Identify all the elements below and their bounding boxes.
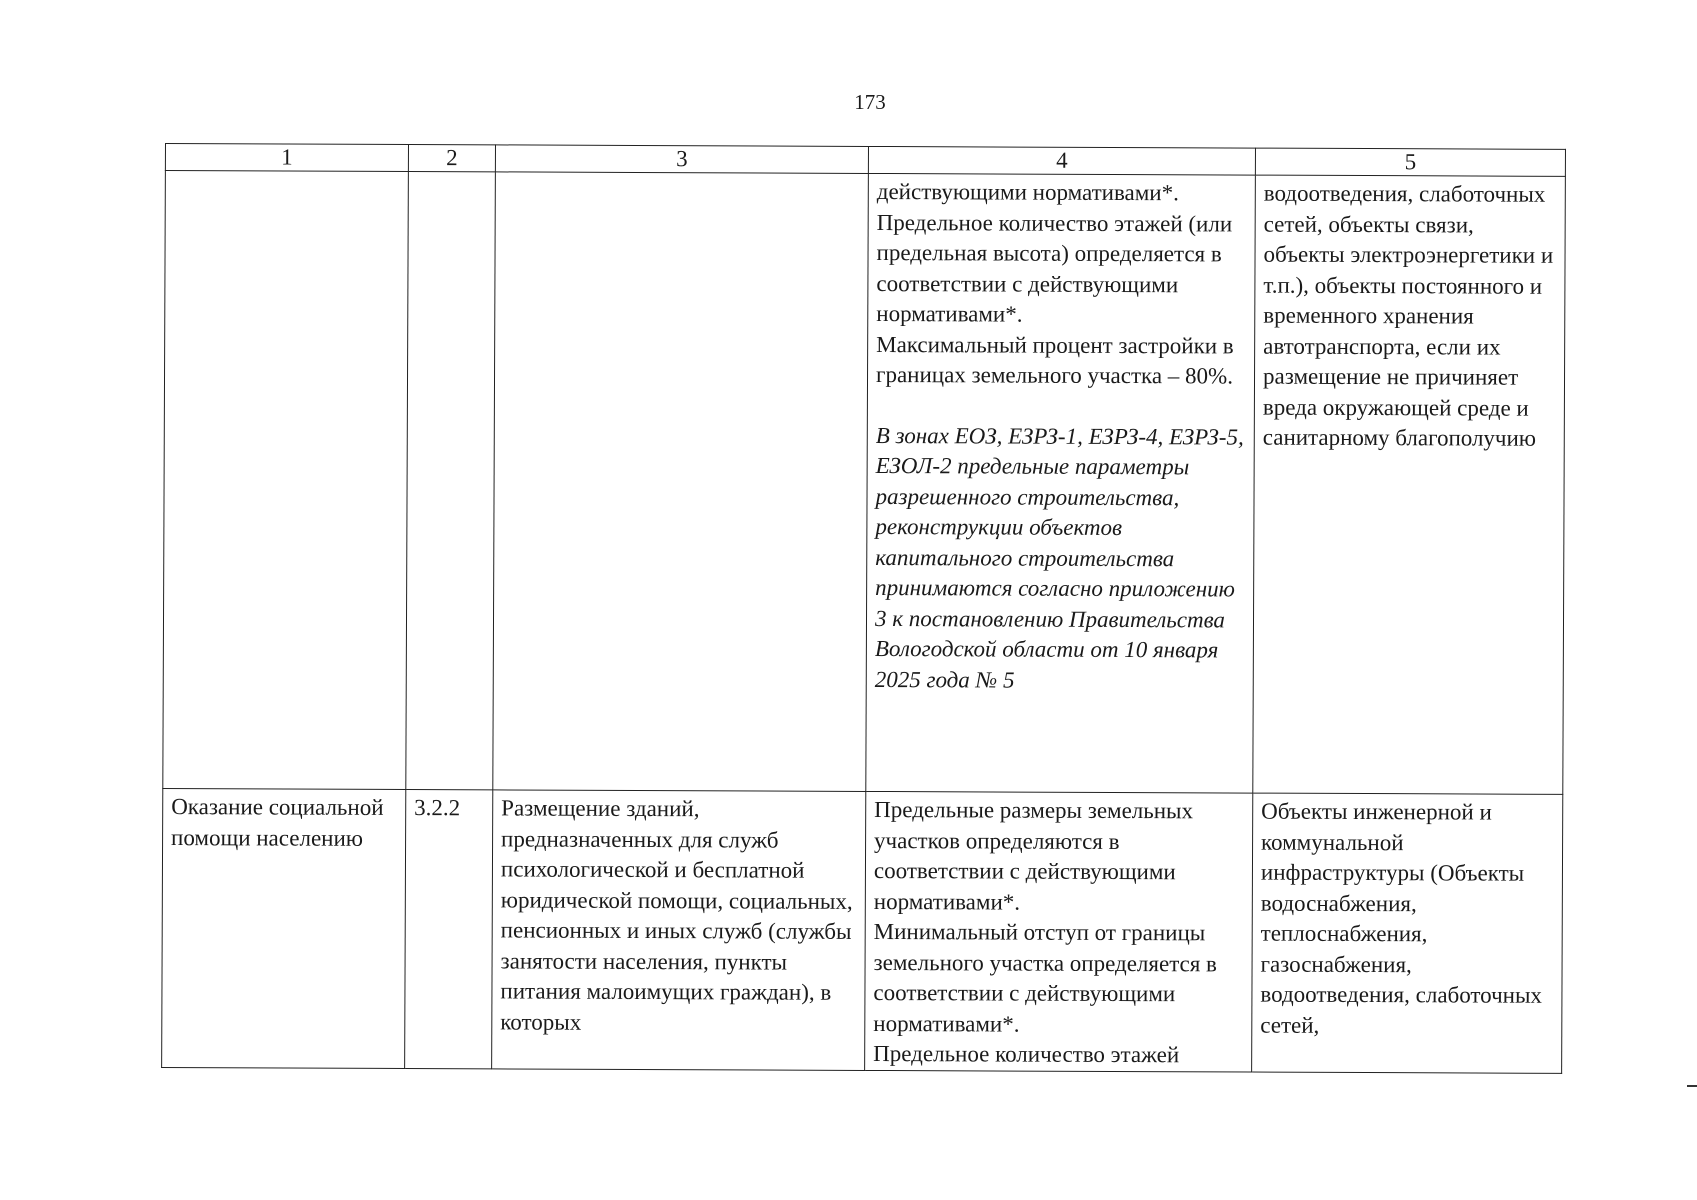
parameters-text: действующими нормативами*. Предельное количество этажей (или предельная высота) определяется в соответствии с действующими нормативами*. Максимальный процент застройки в границах земельного участка – 80%. [875,178,1234,389]
column-header-3: 3 [495,145,868,174]
page-number: 173 [854,90,886,114]
cell-use-code [406,172,496,790]
parameters-zones-note: В зонах ЕОЗ, ЕЗРЗ-1, ЕЗРЗ-4, ЕЗРЗ-5, ЕЗОЛ-2 предельные параметры разрешенного строительства, реконструкции объектов капитального строительства принимаются согласно приложению 3 к постановлению Правительства Вологодской области от 10 января 2025 года № 5 [874,422,1244,693]
cell-auxiliary-uses: водоотведения, слаботочных сетей, объекты связи, объекты электроэнергетики и т.п.), объекты постоянного и временного хранения автотранспорта, если их размещение не причиняет вреда окружающей среде и санитарному благополучию [1253,175,1566,794]
cell-use-code: 3.2.2 [405,790,493,1069]
edge-mark [1687,1085,1697,1087]
cell-use-name: Оказание социальной помощи населению [162,788,406,1068]
column-header-4: 4 [868,146,1255,175]
cell-parameters: Предельные размеры земельных участков определяются в соответствии с действующими нормативами*. Минимальный отступ от границы земельного участка определяется в соответствии с действующими нормативами*. Предельное количество этажей [865,791,1253,1071]
cell-parameters [866,173,1256,793]
table-row [163,171,1566,795]
table-row [162,788,1563,1072]
cell-use-description: Размещение зданий, предназначенных для служб психологической и бесплатной юридической помощи, социальных, пенсионных и иных служб (службы занятости населения, пункты питания малоимущих граждан), в которых [492,790,866,1070]
column-header-5: 5 [1255,148,1565,176]
cell-use-name [163,171,409,790]
cell-auxiliary-uses: Объекты инженерной и коммунальной инфраструктуры (Объекты водоснабжения, теплоснабжения, газоснабжения, водоотведения, слаботочных сетей, [1252,793,1563,1073]
cell-use-description [493,172,869,792]
column-header-2: 2 [408,145,495,172]
regulations-table [161,143,1566,1073]
column-header-1: 1 [165,144,408,172]
